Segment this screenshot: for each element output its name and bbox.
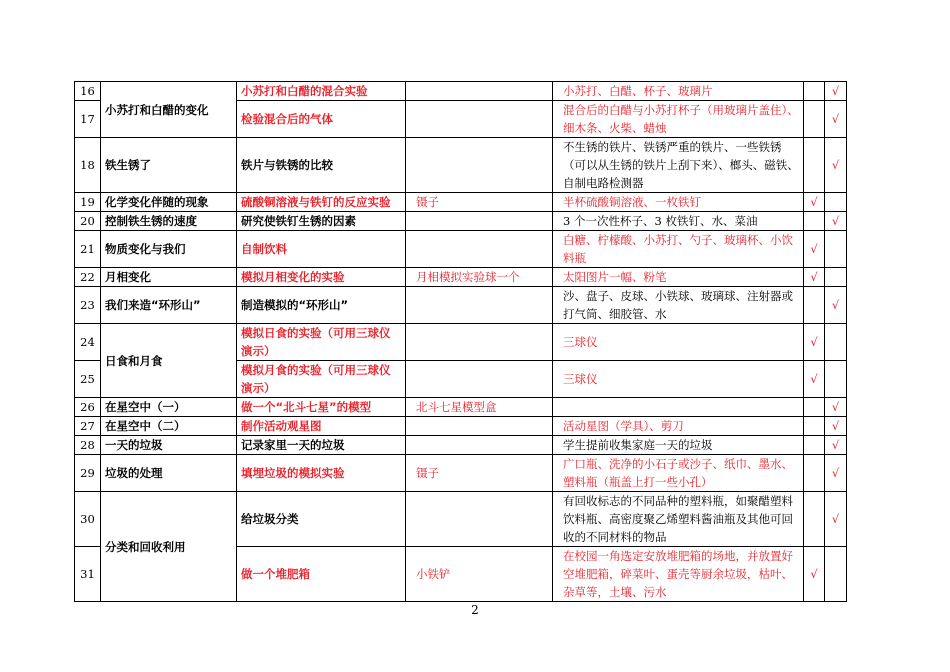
instrument-cell <box>406 417 553 436</box>
check-demo <box>825 324 847 361</box>
experiment-name: 检验混合后的气体 <box>237 101 406 138</box>
unit-name: 铁生锈了 <box>101 138 237 193</box>
instrument-cell <box>406 287 553 324</box>
table-row <box>75 492 847 547</box>
row-number: 20 <box>75 212 101 231</box>
check-demo: √ <box>825 455 847 492</box>
materials-cell: 小苏打、白醋、杯子、玻璃片 <box>553 82 804 101</box>
unit-name: 在星空中（一） <box>101 398 237 417</box>
experiment-name: 模拟月相变化的实验 <box>237 268 406 287</box>
table-row <box>75 193 847 212</box>
check-demo <box>825 361 847 398</box>
materials-cell: 不生锈的铁片、铁锈严重的铁片、一些铁锈（可以从生锈的铁片上刮下来）、榔头、磁铁、自制电路检测器 <box>553 138 804 193</box>
materials-cell: 三球仪 <box>553 324 804 361</box>
check-group: √ <box>804 268 825 287</box>
row-number: 29 <box>75 455 101 492</box>
table-row <box>75 455 847 492</box>
check-demo <box>825 268 847 287</box>
check-demo: √ <box>825 138 847 193</box>
experiment-name: 模拟月食的实验（可用三球仪演示） <box>237 361 406 398</box>
row-number: 25 <box>75 361 101 398</box>
table-row <box>75 287 847 324</box>
experiment-name: 研究使铁钉生锈的因素 <box>237 212 406 231</box>
table-row <box>75 82 847 101</box>
table-row <box>75 212 847 231</box>
materials-cell: 在校园一角选定安放堆肥箱的场地，并放置好空堆肥箱，碎菜叶、蛋壳等厨余垃圾，枯叶、杂草等，土壤、污水 <box>553 547 804 602</box>
experiment-name: 给垃圾分类 <box>237 492 406 547</box>
check-demo: √ <box>825 398 847 417</box>
experiment-name: 制造模拟的“环形山” <box>237 287 406 324</box>
materials-cell: 混合后的白醋与小苏打杯子（用玻璃片盖住）、细木条、火柴、蜡烛 <box>553 101 804 138</box>
table-body <box>75 82 847 602</box>
instrument-cell <box>406 212 553 231</box>
instrument-cell <box>406 361 553 398</box>
row-number: 16 <box>75 82 101 101</box>
materials-cell: 沙、盘子、皮球、小铁球、玻璃球、注射器或打气筒、细胶管、水 <box>553 287 804 324</box>
unit-name: 控制铁生锈的速度 <box>101 212 237 231</box>
experiment-name: 做一个“北斗七星”的模型 <box>237 398 406 417</box>
instrument-cell <box>406 324 553 361</box>
unit-name: 物质变化与我们 <box>101 231 237 268</box>
row-number: 18 <box>75 138 101 193</box>
instrument-cell <box>406 492 553 547</box>
materials-cell: 3 个一次性杯子、3 枚铁钉、水、菜油 <box>553 212 804 231</box>
check-group <box>804 101 825 138</box>
materials-cell: 活动星图（学具）、剪刀 <box>553 417 804 436</box>
table-row <box>75 138 847 193</box>
experiment-name: 小苏打和白醋的混合实验 <box>237 82 406 101</box>
check-group: √ <box>804 547 825 602</box>
row-number: 19 <box>75 193 101 212</box>
materials-cell: 太阳图片一幅、粉笔 <box>553 268 804 287</box>
materials-cell <box>553 398 804 417</box>
check-group <box>804 82 825 101</box>
instrument-cell: 镊子 <box>406 455 553 492</box>
table-row <box>75 324 847 361</box>
materials-cell: 广口瓶、洗净的小石子或沙子、纸巾、墨水、塑料瓶（瓶盖上打一些小孔） <box>553 455 804 492</box>
row-number: 24 <box>75 324 101 361</box>
materials-cell: 三球仪 <box>553 361 804 398</box>
table-row <box>75 231 847 268</box>
materials-cell: 学生提前收集家庭一天的垃圾 <box>553 436 804 455</box>
row-number: 26 <box>75 398 101 417</box>
unit-name: 垃圾的处理 <box>101 455 237 492</box>
unit-name: 在星空中（二） <box>101 417 237 436</box>
experiment-name: 填埋垃圾的模拟实验 <box>237 455 406 492</box>
experiment-name: 铁片与铁锈的比较 <box>237 138 406 193</box>
experiment-table <box>74 81 847 602</box>
check-group <box>804 455 825 492</box>
check-group: √ <box>804 231 825 268</box>
experiment-name: 硫酸铜溶液与铁钉的反应实验 <box>237 193 406 212</box>
check-group <box>804 417 825 436</box>
experiment-name: 记录家里一天的垃圾 <box>237 436 406 455</box>
check-group: √ <box>804 324 825 361</box>
check-demo: √ <box>825 287 847 324</box>
check-group <box>804 212 825 231</box>
row-number: 30 <box>75 492 101 547</box>
instrument-cell <box>406 436 553 455</box>
unit-name: 日食和月食 <box>101 324 237 398</box>
instrument-cell: 镊子 <box>406 193 553 212</box>
unit-name: 一天的垃圾 <box>101 436 237 455</box>
check-demo: √ <box>825 492 847 547</box>
instrument-cell <box>406 138 553 193</box>
materials-cell: 半杯硫酸铜溶液、一枚铁钉 <box>553 193 804 212</box>
check-group: √ <box>804 361 825 398</box>
check-demo: √ <box>825 436 847 455</box>
row-number: 23 <box>75 287 101 324</box>
unit-name: 分类和回收利用 <box>101 492 237 602</box>
experiment-name: 自制饮料 <box>237 231 406 268</box>
instrument-cell: 月相模拟实验球一个 <box>406 268 553 287</box>
table-row <box>75 398 847 417</box>
instrument-cell: 小铁铲 <box>406 547 553 602</box>
row-number: 31 <box>75 547 101 602</box>
unit-name: 月相变化 <box>101 268 237 287</box>
materials-cell: 有回收标志的不同品种的塑料瓶，如聚醋塑料饮料瓶、高密度聚乙烯塑料酱油瓶及其他可回收的不同材料的物品 <box>553 492 804 547</box>
instrument-cell <box>406 82 553 101</box>
row-number: 27 <box>75 417 101 436</box>
row-number: 28 <box>75 436 101 455</box>
check-demo <box>825 193 847 212</box>
table-row <box>75 417 847 436</box>
check-group <box>804 436 825 455</box>
unit-name: 化学变化伴随的现象 <box>101 193 237 212</box>
table-row <box>75 436 847 455</box>
check-group <box>804 398 825 417</box>
unit-name: 我们来造“环形山” <box>101 287 237 324</box>
instrument-cell <box>406 231 553 268</box>
unit-name: 小苏打和白醋的变化 <box>101 82 237 138</box>
experiment-name: 模拟日食的实验（可用三球仪演示） <box>237 324 406 361</box>
experiment-name: 制作活动观星图 <box>237 417 406 436</box>
row-number: 22 <box>75 268 101 287</box>
table-row <box>75 268 847 287</box>
check-demo <box>825 547 847 602</box>
instrument-cell: 北斗七星模型盒 <box>406 398 553 417</box>
check-group <box>804 138 825 193</box>
check-demo: √ <box>825 212 847 231</box>
check-demo: √ <box>825 417 847 436</box>
row-number: 21 <box>75 231 101 268</box>
check-group: √ <box>804 193 825 212</box>
page-number: 2 <box>471 603 479 617</box>
check-group <box>804 492 825 547</box>
check-demo: √ <box>825 82 847 101</box>
instrument-cell <box>406 101 553 138</box>
check-demo <box>825 231 847 268</box>
check-demo: √ <box>825 101 847 138</box>
experiment-name: 做一个堆肥箱 <box>237 547 406 602</box>
materials-cell: 白糖、柠檬酸、小苏打、勺子、玻璃杯、小饮料瓶 <box>553 231 804 268</box>
check-group <box>804 287 825 324</box>
row-number: 17 <box>75 101 101 138</box>
